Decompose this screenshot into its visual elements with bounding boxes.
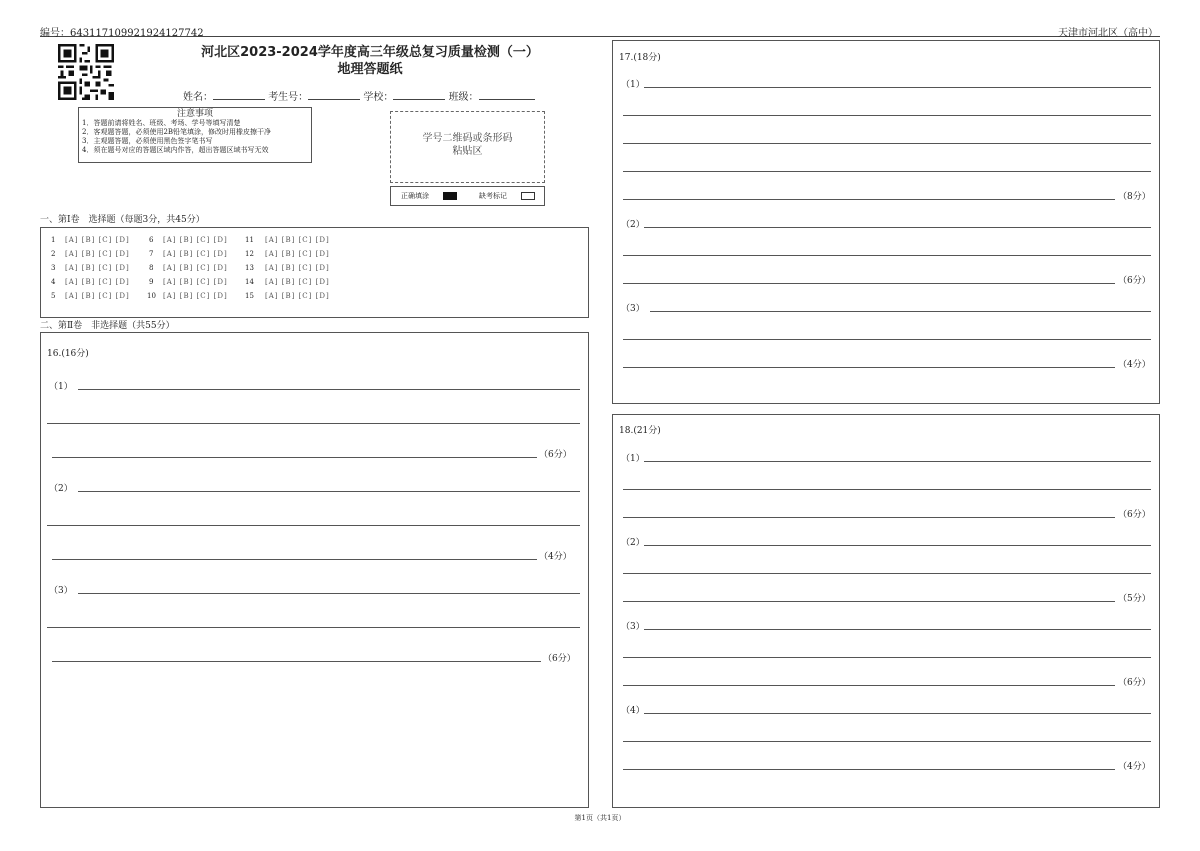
answer-options[interactable]: [A] [B] [C] [D]	[265, 292, 330, 300]
part-label: （2）	[621, 538, 645, 548]
part-label: （1）	[621, 80, 645, 90]
exam-no-field[interactable]	[308, 89, 360, 100]
exam-title-line2: 地理答题纸	[337, 62, 403, 77]
answer-line[interactable]	[47, 525, 580, 526]
question-number: 11	[245, 236, 254, 244]
part-points: （6分）	[1118, 276, 1151, 286]
answer-line[interactable]	[78, 491, 580, 492]
mc-row	[245, 264, 330, 272]
mc-row	[245, 236, 330, 244]
mc-row	[149, 236, 228, 244]
notice-heading: 注意事项	[176, 109, 213, 119]
part-label: （3）	[621, 304, 645, 314]
absent-mark-box[interactable]	[521, 192, 535, 200]
part-label: （3）	[49, 586, 73, 596]
answer-line[interactable]	[623, 283, 1115, 284]
notice-box	[78, 107, 312, 163]
answer-line[interactable]	[52, 457, 537, 458]
question-number: 1	[51, 236, 56, 244]
mc-row	[51, 292, 130, 300]
notice-item: 4．须在题号对应的答题区域内作答，超出答题区域书写无效	[82, 146, 269, 154]
answer-line[interactable]	[623, 657, 1151, 658]
answer-line[interactable]	[623, 769, 1115, 770]
barcode-paste-area	[390, 111, 545, 183]
exam-title	[150, 44, 590, 78]
question-number: 2	[51, 250, 56, 258]
question-18-title: 18.(21分)	[619, 426, 661, 436]
question-17-box	[612, 40, 1160, 404]
answer-options[interactable]: [A] [B] [C] [D]	[265, 278, 330, 286]
part-points: （5分）	[1118, 594, 1151, 604]
answer-line[interactable]	[644, 461, 1151, 462]
part-label: （1）	[49, 382, 73, 392]
answer-options[interactable]: [A] [B] [C] [D]	[65, 250, 130, 258]
answer-line[interactable]	[623, 115, 1151, 116]
question-number: 10	[147, 292, 156, 300]
part-points: （4分）	[1118, 360, 1151, 370]
answer-line[interactable]	[623, 255, 1151, 256]
part-label: （3）	[621, 622, 645, 632]
question-number: 13	[245, 264, 254, 272]
part-points: （4分）	[539, 552, 572, 562]
part-points: （6分）	[1118, 510, 1151, 520]
answer-options[interactable]: [A] [B] [C] [D]	[65, 292, 130, 300]
question-16-box	[40, 332, 589, 808]
mc-row	[51, 250, 130, 258]
multiple-choice-box	[40, 227, 589, 318]
school-field[interactable]	[393, 89, 445, 100]
answer-line[interactable]	[623, 489, 1151, 490]
question-number: 3	[51, 264, 56, 272]
part-points: （4分）	[1118, 762, 1151, 772]
mc-row	[149, 264, 228, 272]
answer-line[interactable]	[47, 423, 580, 424]
answer-options[interactable]: [A] [B] [C] [D]	[163, 264, 228, 272]
notice-item: 2．客观题答题，必须使用2B铅笔填涂，修改时用橡皮擦干净	[82, 128, 272, 136]
answer-line[interactable]	[623, 367, 1115, 368]
question-number: 12	[245, 250, 254, 258]
answer-options[interactable]: [A] [B] [C] [D]	[265, 236, 330, 244]
answer-line[interactable]	[623, 143, 1151, 144]
name-label: 姓名：	[183, 92, 213, 103]
answer-line[interactable]	[623, 171, 1151, 172]
part-points: （6分）	[543, 654, 576, 664]
correct-fill-label: 正确填涂	[401, 192, 429, 200]
answer-options[interactable]: [A] [B] [C] [D]	[163, 292, 228, 300]
correct-fill-swatch	[443, 192, 457, 200]
answer-line[interactable]	[650, 311, 1151, 312]
answer-options[interactable]: [A] [B] [C] [D]	[265, 250, 330, 258]
answer-line[interactable]	[623, 199, 1115, 200]
answer-line[interactable]	[644, 545, 1151, 546]
question-number: 7	[149, 250, 154, 258]
mc-row	[51, 264, 130, 272]
answer-options[interactable]: [A] [B] [C] [D]	[65, 264, 130, 272]
question-number: 9	[149, 278, 154, 286]
region-label: 天津市河北区（高中）	[1058, 28, 1158, 39]
answer-line[interactable]	[623, 601, 1115, 602]
answer-line[interactable]	[623, 685, 1115, 686]
mc-row	[245, 292, 330, 300]
mc-row	[51, 278, 130, 286]
page-footer: 第1页（共1页）	[574, 814, 626, 822]
question-number: 5	[51, 292, 56, 300]
answer-line[interactable]	[47, 627, 580, 628]
answer-line[interactable]	[623, 517, 1115, 518]
part-label: （4）	[621, 706, 645, 716]
question-17-title: 17.(18分)	[619, 53, 661, 63]
mc-row	[51, 236, 130, 244]
answer-options[interactable]: [A] [B] [C] [D]	[265, 264, 330, 272]
student-info-fields	[183, 88, 535, 103]
question-18-box	[612, 414, 1160, 808]
mc-row	[149, 278, 228, 286]
exam-no-label: 考生号：	[268, 92, 309, 103]
mc-row	[147, 292, 228, 300]
answer-options[interactable]: [A] [B] [C] [D]	[65, 278, 130, 286]
answer-line[interactable]	[644, 713, 1151, 714]
answer-line[interactable]	[52, 661, 541, 662]
section1-title: 一、第Ⅰ卷 选择题（每题3分，共45分）	[40, 215, 205, 225]
mc-row	[149, 250, 228, 258]
class-label: 班级：	[448, 92, 479, 103]
answer-line[interactable]	[644, 227, 1151, 228]
answer-options[interactable]: [A] [B] [C] [D]	[163, 250, 228, 258]
exam-title-line1: 河北区2023-2024学年度高三年级总复习质量检测（一）	[201, 45, 539, 60]
part-points: （6分）	[1118, 678, 1151, 688]
answer-line[interactable]	[623, 339, 1151, 340]
class-field[interactable]	[479, 89, 535, 100]
answer-options[interactable]: [A] [B] [C] [D]	[163, 278, 228, 286]
mc-row	[245, 278, 330, 286]
mc-row	[245, 250, 330, 258]
question-number: 14	[245, 278, 254, 286]
part-label: （2）	[621, 220, 645, 230]
answer-options[interactable]: [A] [B] [C] [D]	[163, 236, 228, 244]
fill-legend	[390, 186, 545, 206]
qr-code-icon	[58, 44, 114, 100]
name-field[interactable]	[213, 89, 265, 100]
school-label: 学校：	[363, 92, 394, 103]
answer-line[interactable]	[78, 389, 580, 390]
answer-line[interactable]	[644, 87, 1151, 88]
serial-number: 编号：643117109921924127742	[40, 28, 204, 39]
notice-item: 1．答题前请将姓名、班级、考场、学号等填写清楚	[82, 119, 241, 127]
question-number: 8	[149, 264, 154, 272]
part-label: （1）	[621, 454, 645, 464]
part-points: （6分）	[539, 450, 572, 460]
part-label: （2）	[49, 484, 73, 494]
absent-mark-label: 缺考标记	[479, 192, 507, 200]
question-number: 15	[245, 292, 254, 300]
barcode-area-line2: 粘贴区	[452, 146, 483, 157]
page-header	[40, 22, 1160, 37]
barcode-area-line1: 学号二维码或条形码	[422, 133, 513, 144]
answer-line[interactable]	[52, 559, 537, 560]
notice-item: 3．主观题答题，必须使用黑色签字笔书写	[82, 137, 213, 145]
part-points: （8分）	[1118, 192, 1151, 202]
question-number: 4	[51, 278, 56, 286]
answer-line[interactable]	[623, 573, 1151, 574]
section2-title: 二、第Ⅱ卷 非选择题（共55分）	[40, 321, 175, 331]
question-number: 6	[149, 236, 154, 244]
question-16-title: 16.(16分)	[47, 349, 89, 359]
answer-line[interactable]	[623, 741, 1151, 742]
answer-options[interactable]: [A] [B] [C] [D]	[65, 236, 130, 244]
answer-line[interactable]	[78, 593, 580, 594]
answer-line[interactable]	[644, 629, 1151, 630]
